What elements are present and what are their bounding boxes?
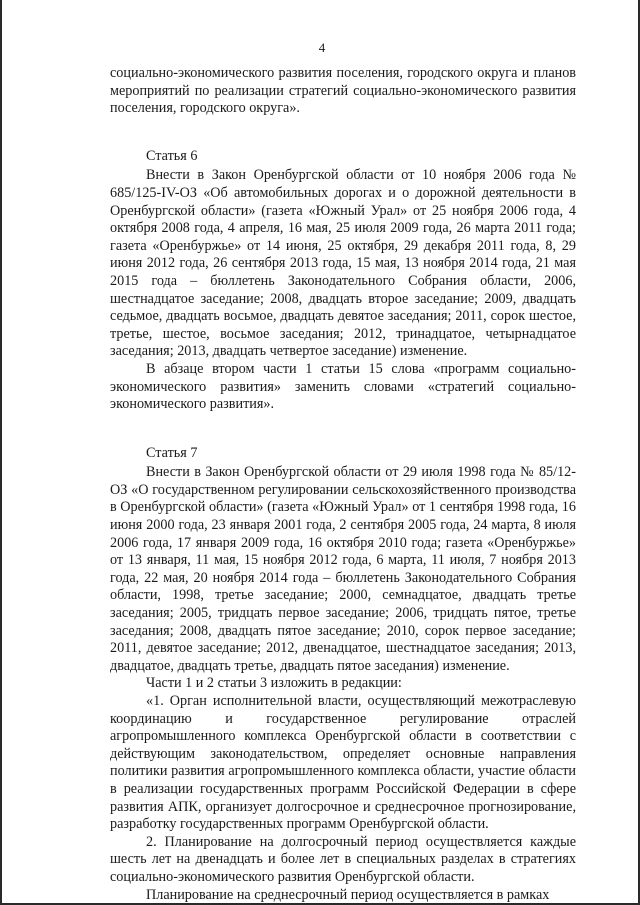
article-7-title: Статья 7 (146, 444, 198, 461)
article-7-paragraph-2: Части 1 и 2 статьи 3 изложить в редакции: (146, 675, 402, 692)
article-6-title: Статья 6 (146, 147, 198, 164)
article-7-paragraph-5: Планирование на среднесрочный период осуществляется в рамках (146, 886, 550, 903)
page-number: 4 (318, 40, 326, 55)
article-6-paragraph-2: В абзаце втором части 1 статьи 15 слова «программ социально-экономического развития» заменить словами «стратегий социально-экономического развития». (110, 360, 576, 413)
document-body (110, 65, 576, 904)
article-7-paragraph-3: «1. Орган исполнительной власти, осуществляющий межотраслевую координацию и государственное регулирование отраслей агропромышленного комплекса Оренбургской области в соответствии с действующим законодательством, определяет основные направления политики развития агропромышленного комплекса области, участие области в реализации государственных программ Российской Федерации в сфере развития АПК, организует долгосрочное и среднесрочное прогнозирование, разработку государственных программ Оренбургской области. (110, 693, 576, 833)
article-7-paragraph-4: 2. Планирование на долгосрочный период осуществляется каждые шесть лет на двенадцать и более лет в специальных разделах в стратегиях социально-экономического развития Оренбургской области. (110, 833, 576, 885)
article-6-paragraph-1: Внести в Закон Оренбургской области от 10 ноября 2006 года № 685/125-IV-ОЗ «Об автомобильных дорогах и о дорожной деятельности в Оренбургской области» (газета «Южный Урал» от 25 ноября 2006 года, 4 октября 2008 года, 4 апреля, 16 мая, 25 июля 2009 года, 26 марта 2011 года; газета «Оренбуржье» от 14 июня, 25 октября, 29 декабря 2011 года, 8, 29 июня 2012 года, 26 сентября 2013 года, 15 мая, 13 ноября 2014 года, 21 мая 2015 года – бюллетень Законодательного Собрания области, 2006, шестнадцатое заседание; 2008, двадцать второе заседание; 2009, двадцать седьмое, двадцать восьмое, двадцать девятое заседания; 2011, сорок шестое, третье, шестое, восьмое заседания; 2012, тринадцатое, четырнадцатое заседания; 2013, двадцать четвертое заседание) изменение. (110, 167, 576, 360)
article-7-paragraph-1: Внести в Закон Оренбургской области от 29 июля 1998 года № 85/12-ОЗ «О государственном регулировании сельскохозяйственного производства в Оренбургской области» (газета «Южный Урал» от 1 сентября 1998 года, 16 июня 2000 года, 23 января 2001 года, 2 сентября 2005 года, 24 марта, 8 июля 2006 года, 17 января 2009 года, 16 октября 2010 года; газета «Оренбуржье» от 13 января, 11 мая, 15 ноября 2012 года, 6 марта, 11 июля, 7 ноября 2013 года, 22 мая, 20 ноября 2014 года – бюллетень Законодательного Собрания области, 1998, третье заседание; 2000, семнадцатое, двадцать третье заседания; 2005, тридцать первое заседание; 2006, тридцать пятое, третье заседания; 2008, двадцать пятое заседание; 2010, сорок первое заседание; 2011, девятое заседание; 2012, двенадцатое, шестнадцатое заседания; 2013, двадцатое, двадцать третье, двадцать пятое заседания) изменение. (110, 464, 576, 674)
top-paragraph: социально-экономического развития поселения, городского округа и планов мероприятий по реализации стратегий социально-экономического развития поселения, городского округа». (110, 65, 576, 117)
